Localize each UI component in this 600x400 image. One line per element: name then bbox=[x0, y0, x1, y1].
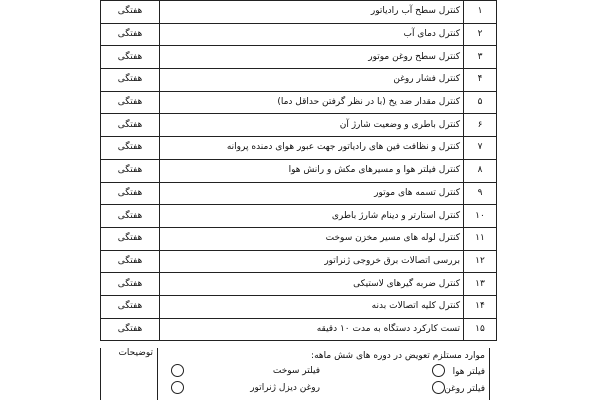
row-frequency: هفتگی bbox=[101, 273, 160, 296]
row-number: ۱۱ bbox=[464, 227, 497, 250]
checklist-row bbox=[101, 91, 497, 114]
row-task: کنترل فشار روغن bbox=[160, 69, 464, 92]
row-number: ۶ bbox=[464, 114, 497, 137]
row-task: کنترل سطح روغن موتور bbox=[160, 46, 464, 69]
row-task: کنترل باطری و وضعیت شارژ آن bbox=[160, 114, 464, 137]
row-frequency: هفتگی bbox=[101, 23, 160, 46]
oil-filter-label: فیلتر روغن bbox=[444, 384, 485, 394]
row-number: ۹ bbox=[464, 182, 497, 205]
row-number: ۱۵ bbox=[464, 318, 497, 341]
row-number: ۱۳ bbox=[464, 273, 497, 296]
row-task: کنترل تسمه های موتور bbox=[160, 182, 464, 205]
oil-filter-checkbox-circle[interactable] bbox=[432, 381, 445, 394]
checklist-row bbox=[101, 318, 497, 341]
row-frequency: هفتگی bbox=[101, 182, 160, 205]
checklist-row bbox=[101, 23, 497, 46]
row-task: کنترل لوله های مسیر مخزن سوخت bbox=[160, 227, 464, 250]
air-filter-checkbox-circle[interactable] bbox=[432, 364, 445, 377]
row-frequency: هفتگی bbox=[101, 46, 160, 69]
checklist-row bbox=[101, 159, 497, 182]
checklist-table bbox=[100, 0, 497, 341]
row-number: ۱ bbox=[464, 1, 497, 24]
row-number: ۴ bbox=[464, 69, 497, 92]
diesel-oil-checkbox-circle[interactable] bbox=[171, 381, 184, 394]
row-frequency: هفتگی bbox=[101, 1, 160, 24]
row-frequency: هفتگی bbox=[101, 137, 160, 160]
row-task: کنترل فیلتر هوا و مسیرهای مکش و رانش هوا bbox=[160, 159, 464, 182]
checklist-row bbox=[101, 114, 497, 137]
fuel-filter-checkbox-circle[interactable] bbox=[171, 364, 184, 377]
checklist-body bbox=[101, 1, 497, 341]
row-task: کنترل دمای آب bbox=[160, 23, 464, 46]
fuel-filter-label: فیلتر سوخت bbox=[272, 366, 320, 376]
row-frequency: هفتگی bbox=[101, 318, 160, 341]
checklist-row bbox=[101, 182, 497, 205]
checklist-row bbox=[101, 137, 497, 160]
replacement-section bbox=[158, 348, 490, 400]
row-number: ۸ bbox=[464, 159, 497, 182]
row-task: کنترل ضربه گیرهای لاستیکی bbox=[160, 273, 464, 296]
row-frequency: هفتگی bbox=[101, 295, 160, 318]
notes-cell bbox=[100, 348, 158, 400]
air-filter-label: فیلتر هوا bbox=[452, 367, 485, 377]
row-number: ۱۰ bbox=[464, 205, 497, 228]
row-task: کنترل مقدار ضد یخ (با در نظر گرفتن حداقل دما) bbox=[160, 91, 464, 114]
checklist-row bbox=[101, 273, 497, 296]
row-frequency: هفتگی bbox=[101, 250, 160, 273]
row-frequency: هفتگی bbox=[101, 205, 160, 228]
replacement-title: موارد مستلزم تعویض در دوره های شش ماهه: bbox=[311, 351, 485, 361]
row-number: ۱۲ bbox=[464, 250, 497, 273]
checklist-row bbox=[101, 295, 497, 318]
row-number: ۳ bbox=[464, 46, 497, 69]
row-frequency: هفتگی bbox=[101, 159, 160, 182]
row-task: کنترل استارتر و دینام شارژ باطری bbox=[160, 205, 464, 228]
row-task: کنترل کلیه اتصالات بدنه bbox=[160, 295, 464, 318]
notes-label: توضیحات bbox=[118, 348, 153, 358]
row-frequency: هفتگی bbox=[101, 227, 160, 250]
maintenance-sheet bbox=[100, 0, 490, 400]
checklist-row bbox=[101, 250, 497, 273]
checklist-row bbox=[101, 69, 497, 92]
row-frequency: هفتگی bbox=[101, 91, 160, 114]
row-number: ۲ bbox=[464, 23, 497, 46]
row-frequency: هفتگی bbox=[101, 69, 160, 92]
row-number: ۷ bbox=[464, 137, 497, 160]
row-task: کنترل سطح آب رادیاتور bbox=[160, 1, 464, 24]
row-task: کنترل و نظافت فین های رادیاتور جهت عبور هوای دمنده پروانه bbox=[160, 137, 464, 160]
checklist-row bbox=[101, 205, 497, 228]
checklist-row bbox=[101, 227, 497, 250]
row-number: ۵ bbox=[464, 91, 497, 114]
checklist-row bbox=[101, 46, 497, 69]
row-task: بررسی اتصالات برق خروجی ژنراتور bbox=[160, 250, 464, 273]
checklist-row bbox=[101, 1, 497, 24]
row-number: ۱۴ bbox=[464, 295, 497, 318]
row-frequency: هفتگی bbox=[101, 114, 160, 137]
row-task: تست کارکرد دستگاه به مدت ۱۰ دقیقه bbox=[160, 318, 464, 341]
diesel-oil-label: روغن دیزل ژنراتور bbox=[250, 383, 320, 393]
